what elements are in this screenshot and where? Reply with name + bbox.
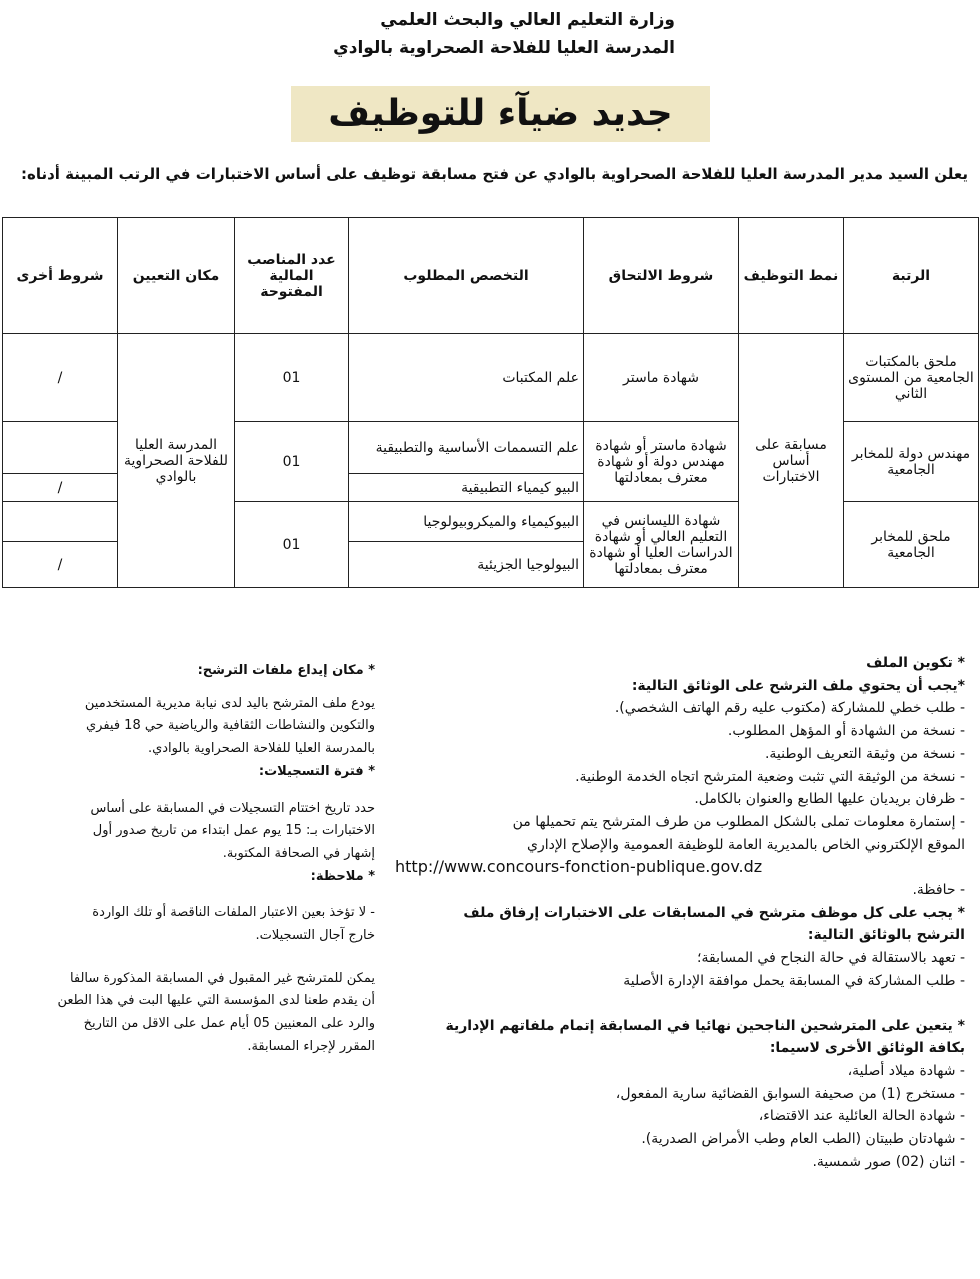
list-item: - حافظة.	[912, 882, 965, 899]
deposit-line: بالمدرسة العليا للفلاحة الصحراوية بالوادي.	[147, 741, 375, 757]
other-cell	[3, 422, 118, 474]
notes-line: خارج آجال التسجيلات.	[255, 928, 375, 944]
notes-title: * ملاحظة:	[310, 868, 375, 884]
specialty-cell: البيوكيمياء والميكروبيولوجيا	[349, 502, 584, 542]
notes-line: - لا تؤخذ بعين الاعتبار الملفات الناقصة أو تلك الواردة	[92, 905, 375, 921]
appeal-line: المقرر لإجراء المسابقة.	[247, 1038, 375, 1054]
other-cell: /	[3, 474, 118, 502]
appeal-line: يمكن للمترشح غير المقبول في المسابقة المذكورة سالفا	[69, 970, 375, 986]
table-header-row	[3, 218, 979, 334]
mode-cell: مسابقة على أساس الاختبارات	[739, 334, 844, 588]
period-line: الاختبارات بـ: 15 يوم عمل ابتداء من تاريخ صدور أول	[92, 823, 375, 839]
employee-note: * يجب على كل موظف مترشح في المسابقات على الاختبارات إرفاق ملف	[463, 904, 965, 921]
period-line: إشهار في الصحافة المكتوبة.	[222, 845, 375, 861]
deposit-line: يودع ملف المترشح باليد لدى نيابة مديرية المستخدمين	[84, 695, 375, 711]
letterhead	[333, 6, 675, 62]
website-link[interactable]: http://www.concours-fonction-publique.gov.dz	[395, 857, 763, 877]
specialty-cell: علم المكتبات	[349, 334, 584, 422]
conditions-cell: شهادة الليسانس في التعليم العالي أو شهادة الدراسات العليا أو شهادة معترف بمعادلتها	[584, 502, 739, 588]
posts-cell: 01	[235, 422, 349, 502]
rank-cell: ملحق بالمكتبات الجامعية من المستوى الثاني	[844, 334, 979, 422]
ministry-name: وزارة التعليم العالي والبحث العلمي	[380, 10, 675, 30]
list-item: - إستمارة معلومات تملى بالشكل المطلوب من طرف المترشح يتم تحميلها من	[512, 813, 965, 830]
header-rank: الرتبة	[844, 218, 979, 334]
header-other: شروط أخرى	[3, 218, 118, 334]
conditions-cell: شهادة ماستر أو شهادة مهندس دولة أو شهادة معترف بمعادلتها	[584, 422, 739, 502]
positions-table	[2, 217, 979, 588]
list-item: - اثنان (02) صور شمسية.	[812, 1153, 965, 1170]
deposit-column	[10, 660, 375, 1059]
list-item: - نسخة من الشهادة أو المؤهل المطلوب.	[727, 723, 965, 740]
list-item: - طلب المشاركة في المسابقة يحمل موافقة الإدارة الأصلية	[623, 972, 965, 989]
specialty-cell: البيو كيمياء التطبيقية	[349, 474, 584, 502]
intro-text: يعلن السيد مدير المدرسة العليا للفلاحة الصحراوية بالوادي عن فتح مسابقة توظيف على أساس الاختبارات في الرتب المبينة أدناه:	[20, 165, 968, 183]
period-title: * فترة التسجيلات:	[258, 763, 375, 779]
header-location: مكان التعيين	[118, 218, 235, 334]
file-title: * تكوين الملف	[866, 655, 965, 671]
list-item: - شهادة الحالة العائلية عند الاقتضاء،	[758, 1108, 965, 1125]
location-cell: المدرسة العليا للفلاحة الصحراوية بالوادي	[118, 334, 235, 588]
announcement-banner: جديد ضيآء للتوظيف	[291, 86, 710, 142]
list-item: - شهادتان طبيتان (الطب العام وطب الأمراض الصدرية).	[641, 1131, 965, 1148]
period-line: حدد تاريخ اختتام التسجيلات في المسابقة على أساس	[90, 800, 375, 816]
list-item: - تعهد بالاستقالة في حالة النجاح في المسابقة؛	[697, 950, 965, 967]
list-item: - شهادة ميلاد أصلية،	[847, 1062, 965, 1079]
deposit-line: والتكوين والنشاطات الثقافية والرياضية حي 18 فيفري	[85, 718, 375, 734]
winners-note-cont: بكافة الوثائق الأخرى لاسيما:	[769, 1040, 965, 1057]
specialty-cell: علم التسممات الأساسية والتطبيقية	[349, 422, 584, 474]
winners-note: * يتعين على المترشحين الناجحين نهائيا في المسابقة إتمام ملفاتهم الإدارية	[445, 1017, 965, 1034]
school-name: المدرسة العليا للفلاحة الصحراوية بالوادي	[333, 38, 675, 58]
list-item: - ظرفان بريديان عليها الطابع والعنوان بالكامل.	[694, 791, 965, 808]
specialty-cell: البيولوجيا الجزيئية	[349, 542, 584, 588]
conditions-cell: شهادة ماستر	[584, 334, 739, 422]
table-row	[3, 334, 979, 422]
list-item: - نسخة من وثيقة التعريف الوطنية.	[764, 745, 965, 762]
appeal-line: والرد على المعنيين 05 أيام عمل على الاقل من التاريخ	[83, 1016, 375, 1032]
header-posts: عدد المناصب المالية المفتوحة	[235, 218, 349, 334]
list-item: - مستخرج (1) من صحيفة السوابق القضائية سارية المفعول،	[615, 1085, 965, 1102]
rank-cell: ملحق للمخابر الجامعية	[844, 502, 979, 588]
appeal-line: أن يقدم طعنا لدى المؤسسة التي عليها البت في هذا الطعن	[57, 993, 375, 1009]
other-cell: /	[3, 542, 118, 588]
list-item: الموقع الإلكتروني الخاص بالمديرية العامة للوظيفة العمومية والإصلاح الإداري	[526, 836, 965, 853]
header-conditions: شروط الالتحاق	[584, 218, 739, 334]
other-cell	[3, 502, 118, 542]
other-cell: /	[3, 334, 118, 422]
header-mode: نمط التوظيف	[739, 218, 844, 334]
posts-cell: 01	[235, 334, 349, 422]
deposit-title: * مكان إيداع ملفات الترشح:	[197, 663, 375, 678]
header-specialty: التخصص المطلوب	[349, 218, 584, 334]
list-item: - طلب خطي للمشاركة (مكتوب عليه رقم الهاتف الشخصي).	[614, 700, 965, 717]
posts-cell: 01	[235, 502, 349, 588]
file-requirements-column	[395, 652, 965, 1173]
rank-cell: مهندس دولة للمخابر الجامعية	[844, 422, 979, 502]
employee-note-cont: الترشح بالوثائق التالية:	[807, 927, 965, 944]
list-item: - نسخة من الوثيقة التي تثبت وضعية المترشح اتجاه الخدمة الوطنية.	[575, 768, 965, 785]
file-lead: *يجب أن يحتوي ملف الترشح على الوثائق التالية:	[631, 677, 965, 694]
